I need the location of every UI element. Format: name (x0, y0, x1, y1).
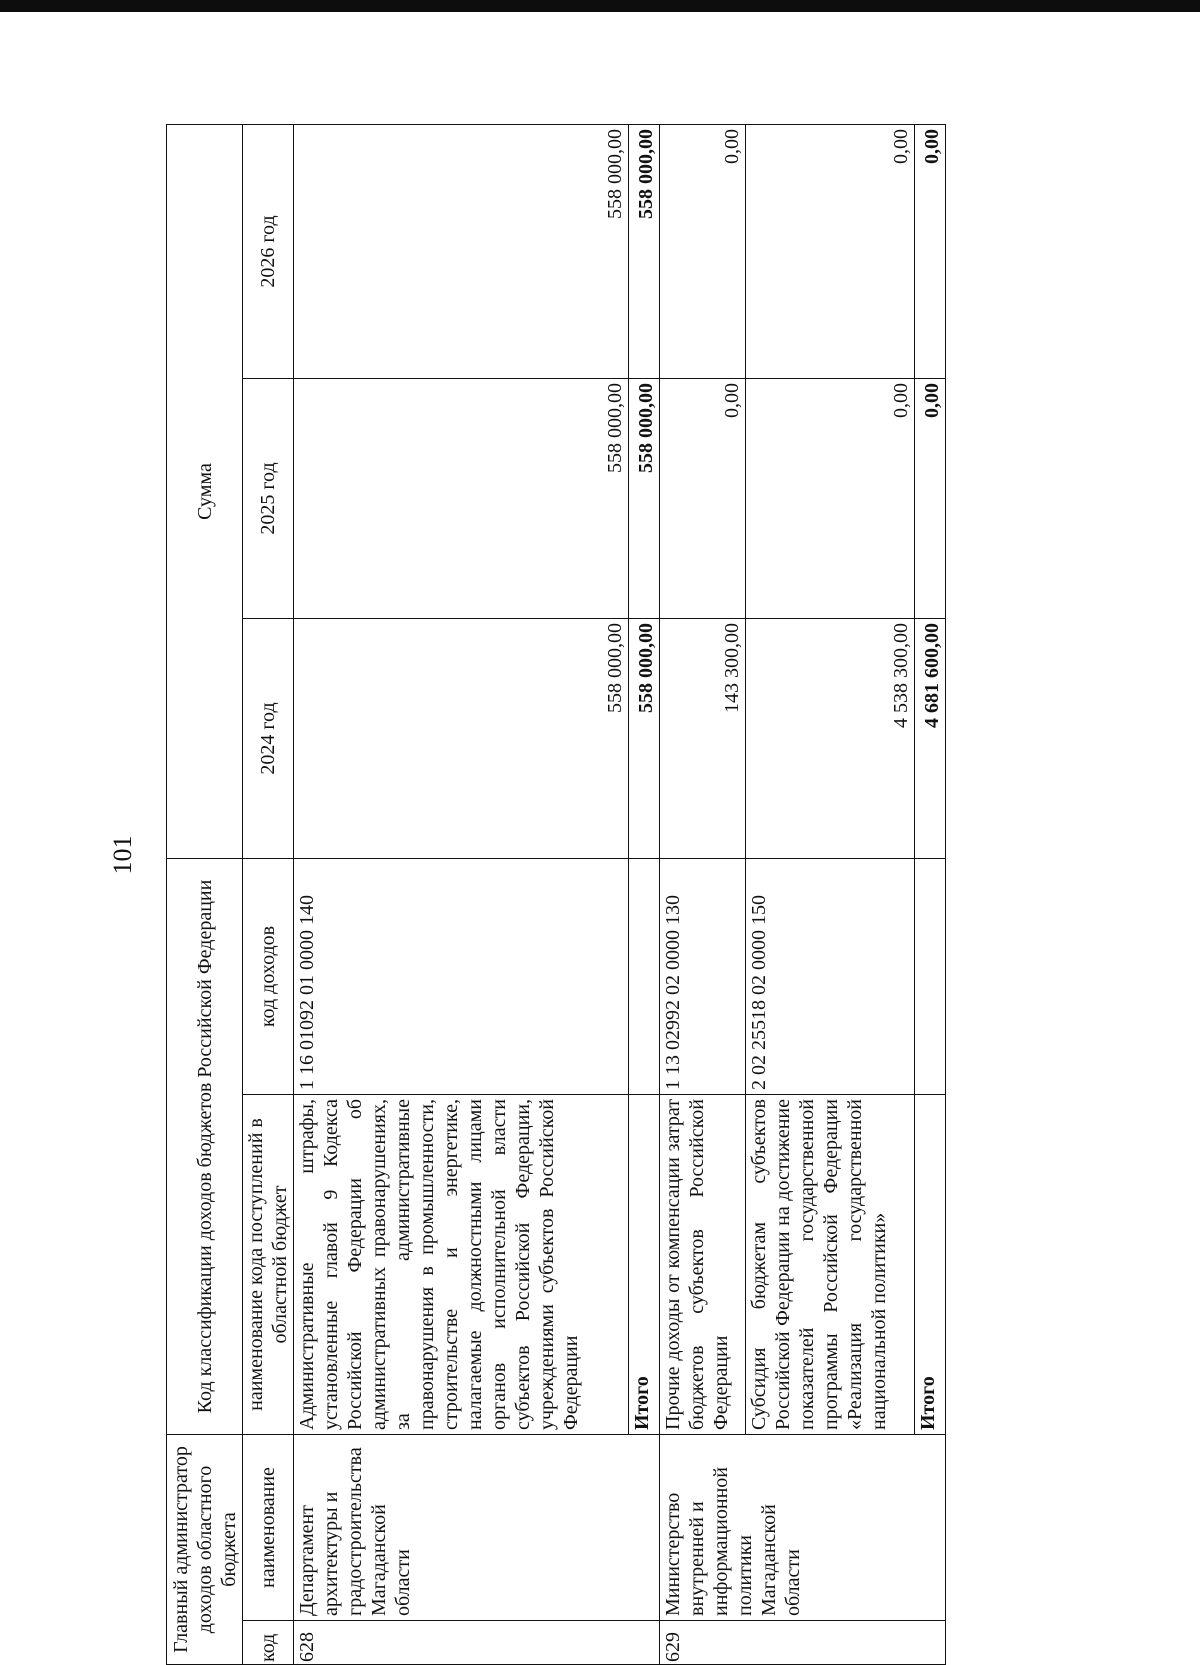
total-628-label: Итого (628, 1095, 659, 1435)
row-629b-2026: 0,00 (745, 124, 914, 378)
row-629a-2024: 143 300,00 (659, 619, 745, 859)
row-629-name: Министерство внутренней и информационной политики Магаданской области (659, 1435, 945, 1621)
header-col-income-name: наименование кода поступлений в областной бюджет (243, 1095, 294, 1435)
total-628-code (628, 859, 659, 1095)
header-col-2025: 2025 год (243, 379, 294, 619)
table-row (745, 124, 914, 1664)
row-628-2025: 558 000,00 (294, 379, 629, 619)
total-629-2026: 0,00 (914, 124, 945, 378)
header-admin-group: Главный администратор доходов областного бюджета (167, 1435, 243, 1665)
row-628-2026: 558 000,00 (294, 124, 629, 378)
table-row-total (628, 124, 659, 1664)
total-628-2026: 558 000,00 (628, 124, 659, 378)
header-col-2026: 2026 год (243, 124, 294, 378)
header-col-name: наименование (243, 1435, 294, 1621)
total-628-2024: 558 000,00 (628, 619, 659, 859)
row-628-2024: 558 000,00 (294, 619, 629, 859)
row-629-kod: 629 (659, 1621, 945, 1665)
income-table-sheet (166, 125, 946, 1665)
header-kbk-group: Код классификации доходов бюджетов Российской Федерации (167, 859, 243, 1435)
row-629a-2025: 0,00 (659, 379, 745, 619)
row-629b-2024: 4 538 300,00 (745, 619, 914, 859)
total-629-2024: 4 681 600,00 (914, 619, 945, 859)
row-628-name: Департамент архитектуры и градостроительства Магаданской области (294, 1435, 660, 1621)
total-629-2025: 0,00 (914, 379, 945, 619)
header-sum-group: Сумма (167, 124, 243, 858)
top-border-bar (0, 0, 1200, 12)
header-col-income-code: код доходов (243, 859, 294, 1095)
row-629a-2026: 0,00 (659, 124, 745, 378)
page-number: 101 (108, 835, 137, 875)
row-629a-income-code: 1 13 02992 02 0000 130 (659, 859, 745, 1095)
table-row (659, 124, 745, 1664)
row-629b-2025: 0,00 (745, 379, 914, 619)
header-col-kod: код (243, 1621, 294, 1665)
row-628-kod: 628 (294, 1621, 660, 1665)
table-row (294, 124, 629, 1664)
total-629-label: Итого (914, 1095, 945, 1435)
total-629-code (914, 859, 945, 1095)
row-629b-income-name: Субсидия бюджетам субъектов Российской Федерации на достижение показателей государственной программы Российской Федерации «Реализация государственной национальной политики» (745, 1095, 914, 1435)
header-col-2024: 2024 год (243, 619, 294, 859)
row-628-income-code: 1 16 01092 01 0000 140 (294, 859, 629, 1095)
row-629b-income-code: 2 02 25518 02 0000 150 (745, 859, 914, 1095)
table-row-total (914, 124, 945, 1664)
row-628-income-name: Административные штрафы, установленные главой 9 Кодекса Российской Федерации об административных правонарушениях, за административные правонарушения в промышленности, строительстве и энергетике, налагаемые должностными лицами органов исполнительной власти субъектов Российской Федерации, учреждениями субъектов Российской Федерации (294, 1095, 629, 1435)
total-628-2025: 558 000,00 (628, 379, 659, 619)
row-629a-income-name: Прочие доходы от компенсации затрат бюджетов субъектов Российской Федерации (659, 1095, 745, 1435)
income-classification-table (166, 124, 946, 1665)
